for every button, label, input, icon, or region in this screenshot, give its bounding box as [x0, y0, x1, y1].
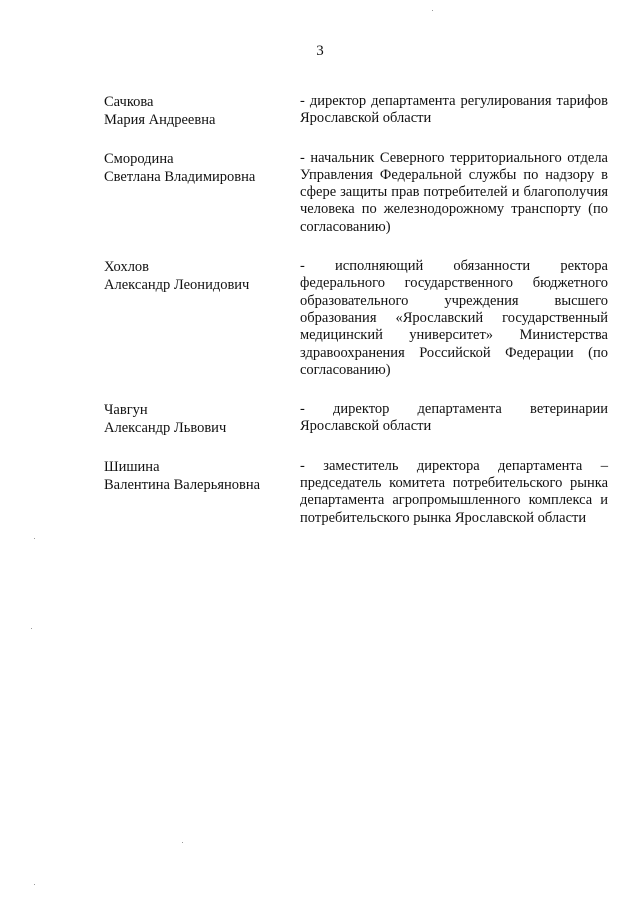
scan-speck — [432, 10, 433, 11]
member-name — [104, 458, 289, 494]
scan-speck — [34, 884, 35, 885]
member-position: - директор департамента ветеринарии Ярославской области — [300, 401, 608, 435]
member-entry — [0, 258, 640, 379]
member-name — [104, 93, 289, 129]
page-number: 3 — [316, 43, 324, 59]
member-position: - заместитель директора департамента – председатель комитета потребительского рынка департамента агропромышленного комплекса и потребительского рынка Ярославской области — [300, 457, 608, 526]
member-surname: Шишина — [104, 458, 160, 475]
member-surname: Хохлов — [104, 259, 150, 276]
member-given-names: Мария Андреевна — [104, 112, 216, 128]
member-name — [104, 258, 289, 294]
member-given-names: Светлана Владимировна — [104, 168, 256, 185]
member-name — [104, 401, 289, 437]
member-entry — [0, 401, 640, 436]
member-entry — [0, 150, 640, 236]
member-given-names: Валентина Валерьяновна — [104, 476, 261, 493]
member-given-names: Александр Леонидович — [104, 277, 250, 294]
member-position: - директор департамента регулирования тарифов Ярославской области — [300, 93, 608, 127]
scan-speck — [34, 538, 35, 539]
member-position: - начальник Северного территориального отдела Управления Федеральной службы по надзору в сфере защиты прав потребителей и благополучия человека по железнодорожному транспорту (по согласованию) — [300, 149, 608, 235]
member-given-names: Александр Львович — [104, 420, 227, 437]
member-entry — [0, 93, 640, 128]
member-position: - исполняющий обязанности ректора федерального государственного бюджетного образовательного учреждения высшего образования «Ярославский государственный медицинский университет» Министерства здравоохранения Российской Федерации (по согласованию) — [300, 258, 608, 378]
member-surname: Смородина — [104, 150, 174, 167]
member-name — [104, 150, 289, 186]
scan-speck — [31, 628, 32, 629]
member-entry — [0, 458, 640, 527]
member-surname: Сачкова — [104, 94, 154, 110]
member-surname: Чавгун — [104, 402, 148, 419]
scan-speck — [182, 842, 183, 843]
member-list — [0, 93, 640, 527]
